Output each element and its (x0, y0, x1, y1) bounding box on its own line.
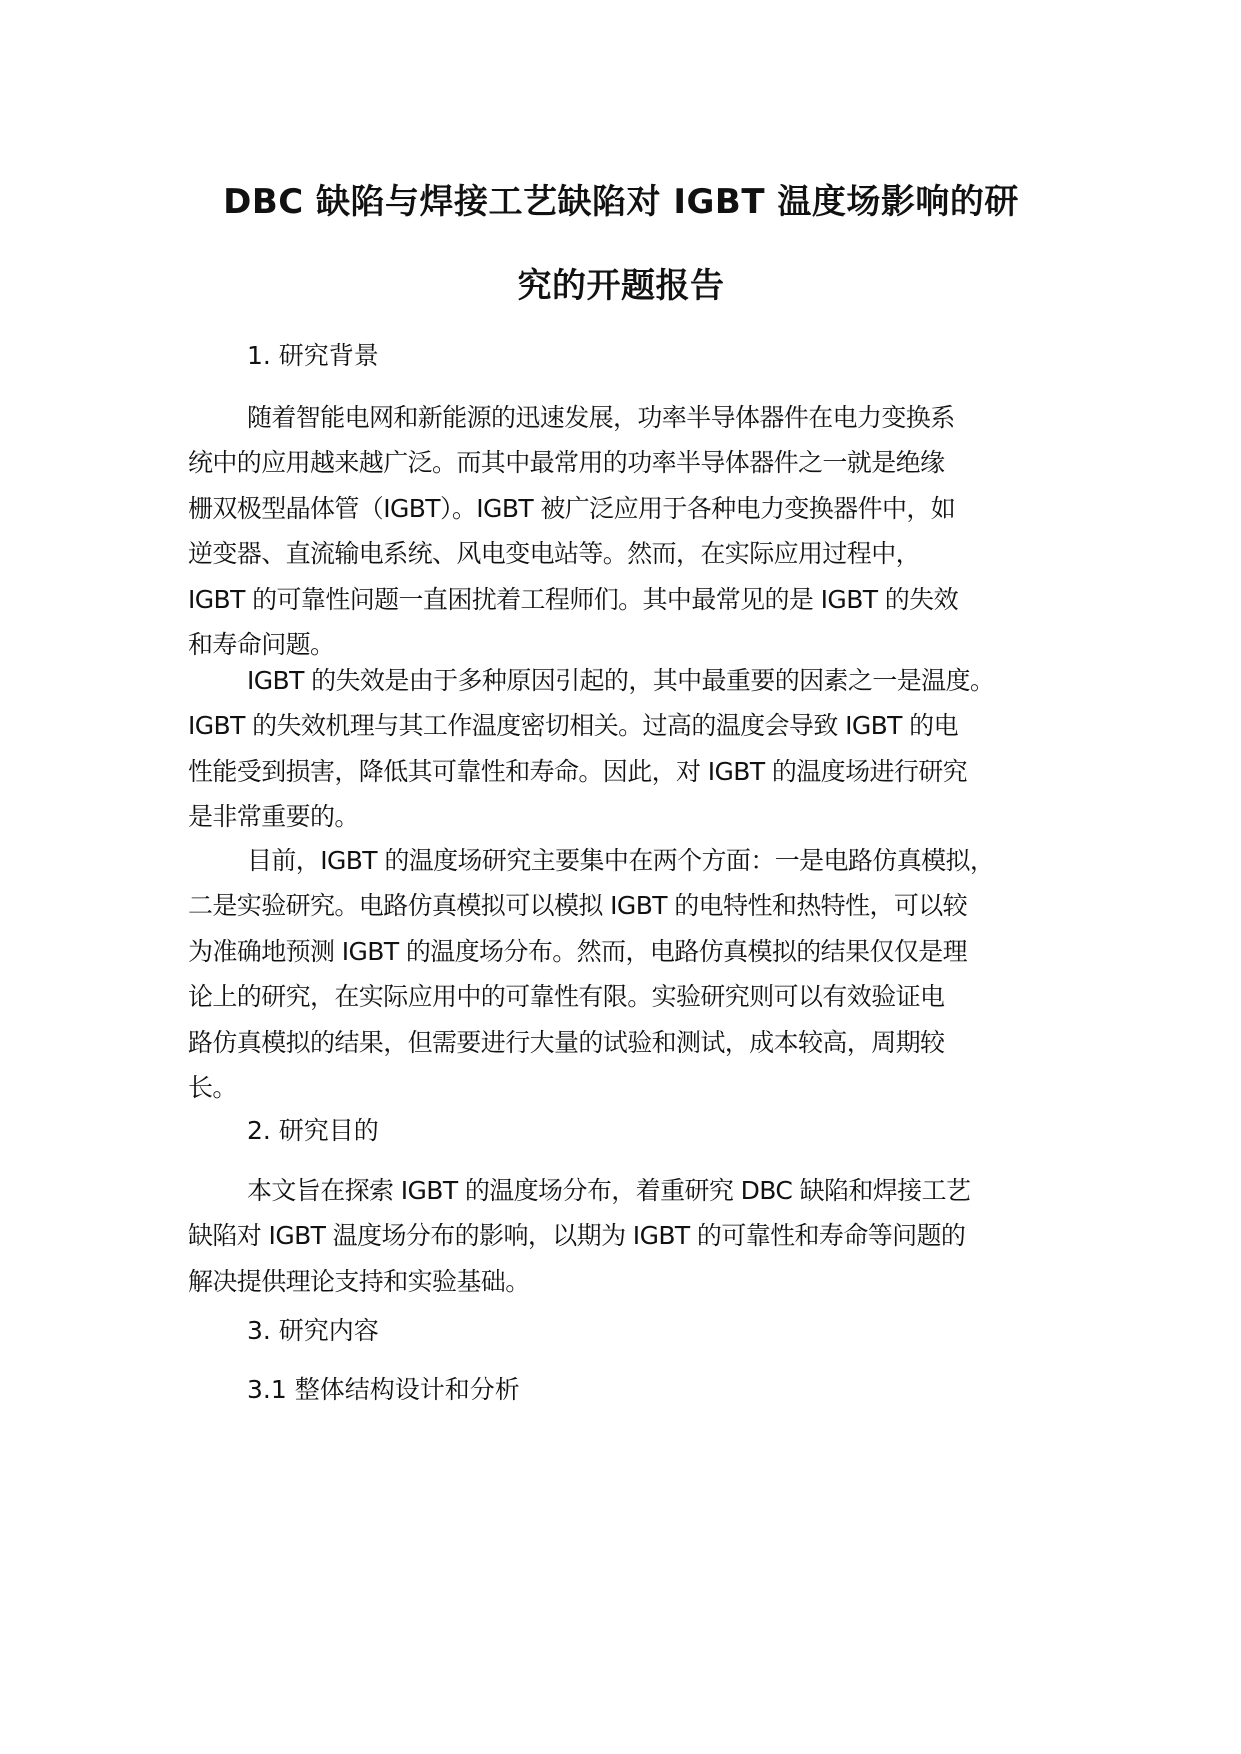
section-heading-purpose: 2. 研究目的 (247, 1116, 379, 1145)
text-line: 为准确地预测 IGBT 的温度场分布。然而，电路仿真模拟的结果仅仅是理 (188, 936, 968, 966)
text-line: 统中的应用越来越广泛。而其中最常用的功率半导体器件之一就是绝缘 (188, 448, 945, 478)
text-line: 栅双极型晶体管（IGBT）。IGBT 被广泛应用于各种电力变换器件中，如 (188, 493, 956, 523)
text-line: 长。 (188, 1072, 237, 1102)
text-line: 和寿命问题。 (188, 629, 335, 659)
paragraph-background-2 (188, 658, 1088, 840)
text-line: 随着智能电网和新能源的迅速发展，功率半导体器件在电力变换系 (247, 403, 955, 432)
text-line: IGBT 的可靠性问题一直困扰着工程师们。其中最常见的是 IGBT 的失效 (188, 584, 958, 614)
text-line: 本文旨在探索 IGBT 的温度场分布，着重研究 DBC 缺陷和焊接工艺 (247, 1176, 971, 1205)
text-line: 论上的研究，在实际应用中的可靠性有限。实验研究则可以有效验证电 (188, 982, 945, 1012)
section-heading-content: 3. 研究内容 (247, 1316, 379, 1345)
text-line: 是非常重要的。 (188, 802, 359, 832)
paragraph-background-1 (188, 395, 1088, 667)
text-line: 二是实验研究。电路仿真模拟可以模拟 IGBT 的电特性和热特性，可以较 (188, 891, 968, 921)
subsection-heading-structure: 3.1 整体结构设计和分析 (247, 1375, 520, 1404)
text-line: 路仿真模拟的结果，但需要进行大量的试验和测试，成本较高，周期较 (188, 1027, 945, 1057)
document-title-line-1: DBC 缺陷与焊接工艺缺陷对 IGBT 温度场影响的研 (223, 182, 1019, 222)
text-line: IGBT 的失效机理与其工作温度密切相关。过高的温度会导致 IGBT 的电 (188, 711, 958, 741)
document-title-line-2: 究的开题报告 (517, 266, 725, 306)
text-line: IGBT 的失效是由于多种原因引起的，其中最重要的因素之一是温度。 (247, 666, 995, 695)
text-line: 性能受到损害，降低其可靠性和寿命。因此，对 IGBT 的温度场进行研究 (188, 756, 968, 786)
text-line: 逆变器、直流输电系统、风电变电站等。然而，在实际应用过程中， (188, 539, 921, 569)
paragraph-background-3 (188, 838, 1088, 1110)
section-heading-background: 1. 研究背景 (247, 341, 379, 370)
text-line: 缺陷对 IGBT 温度场分布的影响，以期为 IGBT 的可靠性和寿命等问题的 (188, 1221, 966, 1251)
text-line: 解决提供理论支持和实验基础。 (188, 1266, 530, 1296)
text-line: 目前，IGBT 的温度场研究主要集中在两个方面：一是电路仿真模拟， (247, 846, 995, 875)
paragraph-purpose (188, 1168, 1088, 1304)
